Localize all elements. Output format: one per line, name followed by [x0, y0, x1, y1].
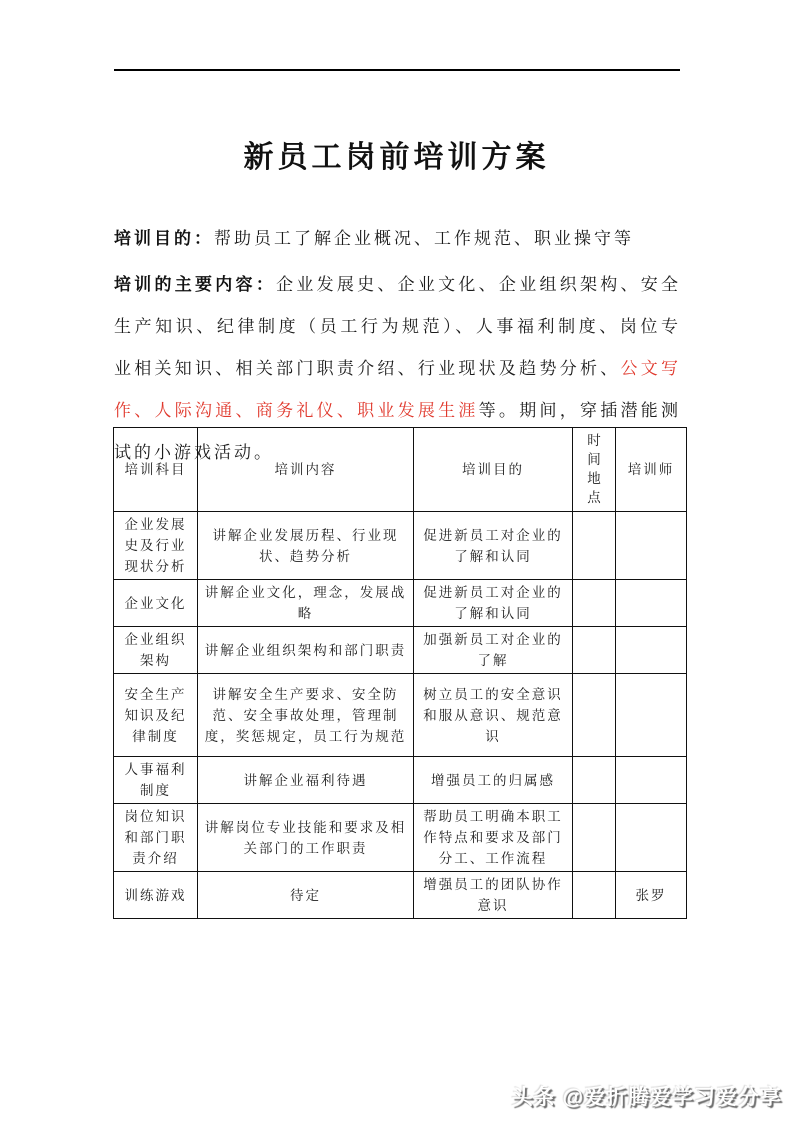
- cell-purpose: 增强员工的团队协作意识: [414, 872, 573, 919]
- training-purpose-paragraph: [114, 218, 681, 260]
- cell-content: 讲解企业福利待遇: [198, 757, 414, 804]
- cell-trainer: [616, 674, 687, 757]
- cell-trainer: [616, 580, 687, 627]
- table-row: [114, 627, 687, 674]
- table-row: [114, 804, 687, 872]
- cell-time-place: [573, 674, 616, 757]
- cell-trainer: [616, 512, 687, 580]
- cell-time-place: [573, 512, 616, 580]
- cell-purpose: 树立员工的安全意识和服从意识、规范意识: [414, 674, 573, 757]
- header-time-place: [573, 428, 616, 512]
- cell-trainer: [616, 757, 687, 804]
- document-title: 新员工岗前培训方案: [243, 140, 550, 175]
- watermark: 头条 @爱折腾爱学习爱分享: [511, 1086, 782, 1109]
- header-time-place-text: 时间地点: [587, 433, 601, 505]
- cell-content: 讲解安全生产要求、安全防范、安全事故处理，管理制度，奖惩规定，员工行为规范: [198, 674, 414, 757]
- header-purpose: 培训目的: [414, 428, 573, 512]
- table-header-row: [114, 428, 687, 512]
- cell-subject: 人事福利制度: [114, 757, 198, 804]
- training-purpose-text: 帮助员工了解企业概况、工作规范、职业操守等: [214, 229, 634, 248]
- cell-subject: 企业文化: [114, 580, 198, 627]
- cell-subject: 岗位知识和部门职责介绍: [114, 804, 198, 872]
- cell-time-place: [573, 872, 616, 919]
- header-rule: [114, 69, 680, 71]
- table-row: [114, 674, 687, 757]
- cell-content: 讲解企业发展历程、行业现状、趋势分析: [198, 512, 414, 580]
- cell-content: 讲解企业组织架构和部门职责: [198, 627, 414, 674]
- cell-subject: 训练游戏: [114, 872, 198, 919]
- training-content-highlight: 公文写作、人际沟通、商务礼仪、职业发展生涯: [114, 359, 682, 420]
- training-content-text: 企业发展史、企业文化、企业组织架构、安全生产知识、纪律制度（员工行为规范）、人事福利制度、岗位专业相关知识、相关部门职责介绍、行业现状及趋势分析、: [114, 275, 682, 378]
- training-content-tail: 等。期间，穿插潜能测试的小游戏活动。: [114, 401, 682, 462]
- training-content-label: 培训的主要内容：: [114, 275, 277, 294]
- cell-time-place: [573, 627, 616, 674]
- table-row: [114, 872, 687, 919]
- header-trainer: 培训师: [616, 428, 687, 512]
- cell-content: 讲解企业文化，理念，发展战略: [198, 580, 414, 627]
- cell-purpose: 增强员工的归属感: [414, 757, 573, 804]
- table-row: [114, 757, 687, 804]
- cell-subject: 企业发展史及行业现状分析: [114, 512, 198, 580]
- cell-content: 待定: [198, 872, 414, 919]
- training-purpose-label: 培训目的：: [114, 229, 214, 248]
- cell-time-place: [573, 757, 616, 804]
- table-row: [114, 512, 687, 580]
- header-subject: 培训科目: [114, 428, 198, 512]
- header-content: 培训内容: [198, 428, 414, 512]
- cell-time-place: [573, 804, 616, 872]
- training-schedule-table: [113, 427, 687, 919]
- cell-purpose: 加强新员工对企业的了解: [414, 627, 573, 674]
- cell-subject: 安全生产知识及纪律制度: [114, 674, 198, 757]
- cell-subject: 企业组织架构: [114, 627, 198, 674]
- table-row: [114, 580, 687, 627]
- cell-purpose: 促进新员工对企业的了解和认同: [414, 580, 573, 627]
- cell-content: 讲解岗位专业技能和要求及相关部门的工作职责: [198, 804, 414, 872]
- cell-purpose: 促进新员工对企业的了解和认同: [414, 512, 573, 580]
- cell-trainer: [616, 627, 687, 674]
- cell-time-place: [573, 580, 616, 627]
- cell-trainer: [616, 804, 687, 872]
- cell-trainer: 张罗: [616, 872, 687, 919]
- cell-purpose: 帮助员工明确本职工作特点和要求及部门分工、工作流程: [414, 804, 573, 872]
